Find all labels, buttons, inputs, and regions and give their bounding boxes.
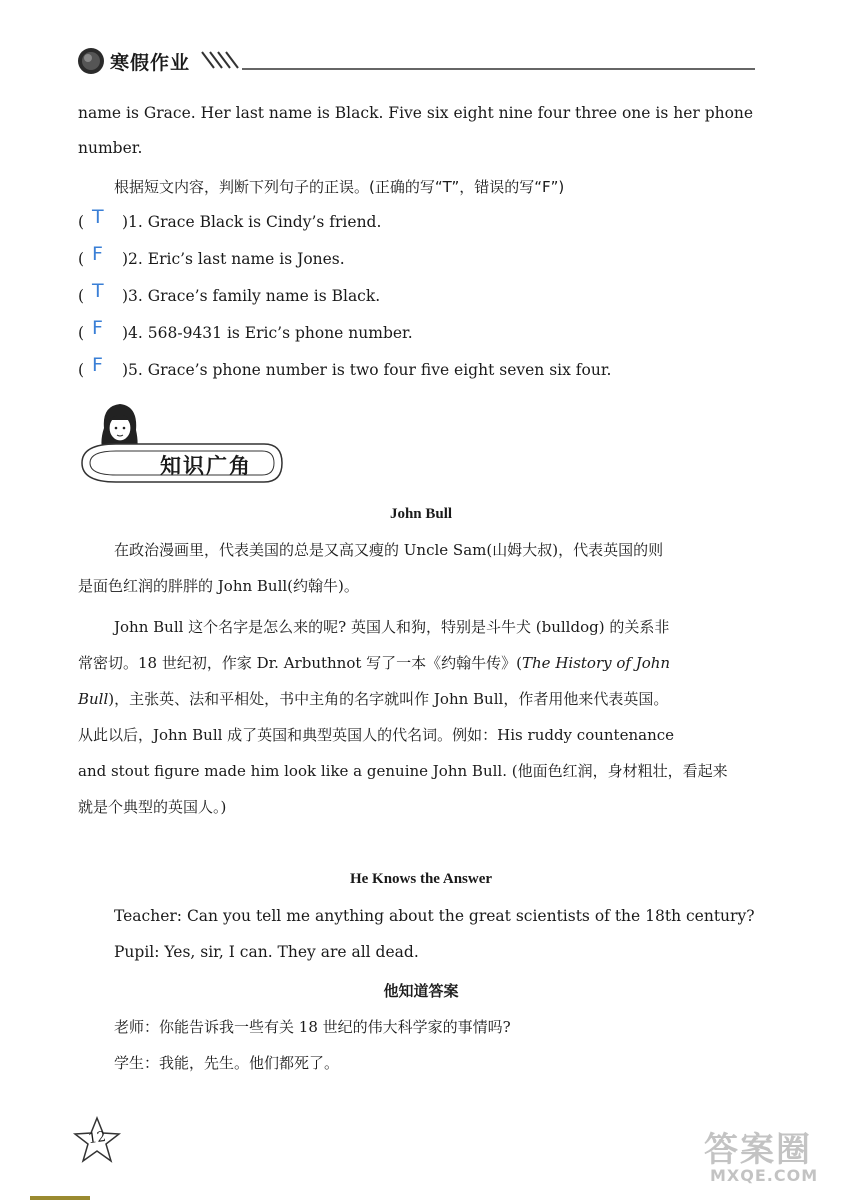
question-text: )5. Grace’s phone number is two four five eight seven six four. — [122, 361, 612, 379]
joke-line-pupil: Pupil: Yes, sir, I can. They are all dead. — [114, 943, 419, 961]
header-title: 寒假作业 — [110, 52, 191, 74]
open-paren: ( — [78, 250, 85, 268]
article-p2-line1: John Bull 这个名字是怎么来的呢? 英国人和狗，特别是斗牛犬 (bulldog) 的关系非 — [114, 618, 670, 636]
page-number: 12 — [87, 1128, 107, 1148]
question-text: )1. Grace Black is Cindy’s friend. — [122, 213, 382, 231]
joke-cn-line-teacher: 老师：你能告诉我一些有关 18 世纪的伟大科学家的事情吗? — [114, 1018, 511, 1036]
page-header — [72, 42, 762, 82]
watermark-url: MXQE.COM — [710, 1166, 819, 1185]
answer-value: F — [92, 317, 103, 339]
article-p2-line5: and stout figure made him look like a genuine John Bull. (他面色红润，身材粗壮，看起来 — [78, 762, 728, 780]
page-edge-mark — [30, 1196, 90, 1200]
joke-title-cn: 他知道答案 — [383, 982, 459, 1000]
page-number-badge — [72, 1116, 122, 1164]
article-p2-line6: 就是个典型的英国人。) — [78, 798, 227, 816]
circle-bullet-icon — [76, 46, 106, 76]
joke-title-en: He Knows the Answer — [349, 871, 493, 887]
answer-value: T — [92, 206, 104, 228]
article-p2-line2 — [78, 645, 670, 681]
article-title: John Bull — [389, 506, 453, 522]
instruction-text: 根据短文内容，判断下列句子的正误。(正确的写“T”，错误的写“F”) — [114, 178, 565, 196]
header-slash-decoration — [200, 42, 760, 82]
open-paren: ( — [78, 287, 85, 305]
answer-value: T — [92, 280, 104, 302]
open-paren: ( — [78, 361, 85, 379]
article-p1-line2: 是面色红润的胖胖的 John Bull(约翰牛)。 — [78, 577, 359, 595]
book-title-italic: Bull — [78, 690, 109, 708]
open-paren: ( — [78, 213, 85, 231]
section-title: 知识广角 — [160, 454, 252, 478]
watermark-text: 答案圈 — [704, 1130, 812, 1170]
article-p2-line3 — [78, 681, 668, 717]
book-title-italic: The History of John — [522, 654, 671, 672]
article-p1-line1: 在政治漫画里，代表美国的总是又高又瘦的 Uncle Sam(山姆大叔)，代表英国的则 — [114, 541, 664, 559]
answer-value: F — [92, 243, 103, 265]
article-text: 常密切。18 世纪初，作家 Dr. Arbuthnot 写了一本《约翰牛传》( — [78, 654, 523, 672]
article-p2-line4: 从此以后，John Bull 成了英国和典型英国人的代名词。例如：His ruddy countenance — [78, 726, 675, 744]
joke-cn-line-student: 学生：我能，先生。他们都死了。 — [114, 1054, 340, 1072]
answer-value: F — [92, 354, 103, 376]
passage-line-1: name is Grace. Her last name is Black. Five six eight nine four three one is her phone — [78, 104, 754, 122]
open-paren: ( — [78, 324, 85, 342]
question-text: )3. Grace’s family name is Black. — [122, 287, 381, 305]
watermark — [700, 1120, 836, 1192]
section-banner — [76, 398, 286, 488]
question-text: )4. 568-9431 is Eric’s phone number. — [122, 324, 413, 342]
joke-line-teacher: Teacher: Can you tell me anything about the great scientists of the 18th century? — [114, 907, 755, 925]
passage-line-2: number. — [78, 139, 143, 157]
question-text: )2. Eric’s last name is Jones. — [122, 250, 345, 268]
article-text: )，主张英、法和平相处，书中主角的名字就叫作 John Bull，作者用他来代表英国。 — [108, 690, 669, 708]
